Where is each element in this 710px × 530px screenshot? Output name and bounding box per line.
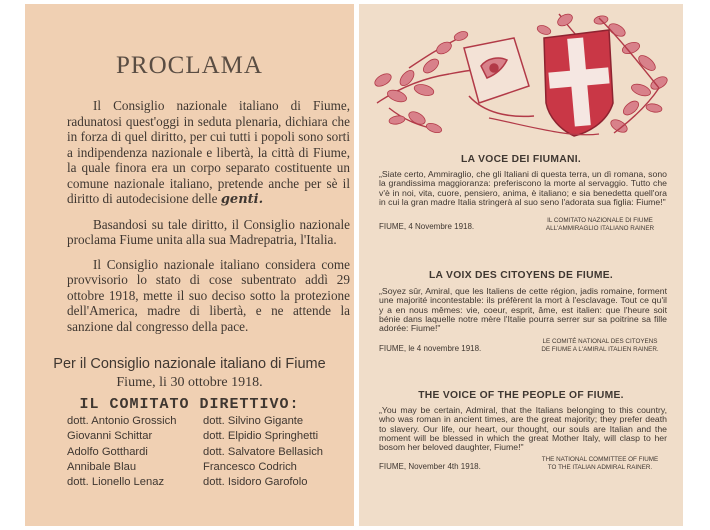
proclama-body [67,98,350,334]
section-title-italian: LA VOCE DEI FIUMANI. [460,154,582,165]
voice-of-fiume-card [359,4,683,526]
section-signature-italian: IL COMITATO NAZIONALE DI FIUME ALL'AMMIRAGLIO ITALIANO RAINER [545,217,655,232]
committee-name: dott. Salvatore Bellasich [203,445,324,458]
section-title-english: THE VOICE OF THE PEOPLE OF FIUME. [418,390,624,401]
committee-name: dott. Lionello Lenaz [67,476,165,489]
section-date-english: FIUME, November 4th 1918. [379,462,481,471]
proclama-paragraph-3: Il Consiglio nazionale italiano considera come provvisorio lo stato di cose subentrato addì 29 ottobre 1918, mette il suo deciso sotto la protezione dell'America, madre di libertà, e ne attende la sanzione dal congresso della pace. [67,256,350,334]
section-signature-english: THE NATIONAL COMMITTEE OF FIUME TO THE ITALIAN ADMIRAL RAINER. [541,456,659,471]
proclama-paragraph-1: Il Consiglio nazionale italiano di Fiume, radunatosi quest'oggi in seduta plenaria, dichiara che in forza di quel diritto, per cui tutti i popoli sono sorti a indipendenza nazionale e libertà, la città di Fiume, la quale finora era un corpo separato costituente un comune nazionale italiano, pretende anche per sè il diritto di autodecisione delle genti. [67,98,350,207]
committee-title: IL COMITATO DIRETTIVO: [79,396,300,413]
committee-name: Annibale Blau [67,460,137,473]
handwritten-correction: genti. [220,192,264,207]
section-date-italian: FIUME, 4 Novembre 1918. [379,222,475,231]
section-title-french: LA VOIX DES CITOYENS DE FIUME. [428,270,614,281]
section-date-french: FIUME, le 4 novembre 1918. [379,344,482,353]
committee-name: Giovanni Schittar [67,430,153,443]
committee-name: dott. Elpidio Springhetti [203,430,319,443]
council-signature-line: Per il Consiglio nazionale italiano di Fiume [53,356,326,372]
committee-name: dott. Isidoro Garofolo [203,476,308,489]
proclama-card [25,4,354,526]
committee-names-col2 [203,414,323,490]
committee-name: Francesco Codrich [203,460,297,473]
proclama-paragraph-2: Basandosi su tale diritto, il Consiglio nazionale proclama Fiume unita alla sua Madrepatria, l'Italia. [67,216,350,247]
savoy-shield-icon [544,30,613,136]
committee-name: dott. Antonio Grossich [67,415,177,427]
eagle-icon [464,38,534,116]
laurel-flag-emblem [369,8,673,143]
proclama-title: PROCLAMA [116,52,263,79]
committee-names-col1 [67,414,176,490]
proclama-date: Fiume, li 30 ottobre 1918. [116,375,263,390]
committee-name: Adolfo Gotthardi [67,445,148,458]
section-text-english: „You may be certain, Admiral, that the Italians belonging to this country, who was roman in ancient times, are the great majority; they prefer death to slavery. Our life, our heart, our thought, our souls are Italian and the moment will be blessed in which the great Mother Italy, will clasp to her bosom her beloved daughter, Fiume!" [379,405,667,453]
section-signature-french: LE COMITÉ NATIONAL DES CITOYENS DE FIUME A L'AMIRAL ITALIEN RAINER. [541,338,659,353]
section-text-italian: „Siate certo, Ammiraglio, che gli Italiani di questa terra, un dì romana, sono la grandissima maggioranza: preferiscono la morte al servaggio. Tutto che v'è in noi, vita, cuore, pensiero, anima, è italiano; e sia benedetta quell'ora in cui la gran madre Italia stringerà al suo seno l'adorata sua figlia: Fiume!" [379,169,667,207]
section-text-french: „Soyez sûr, Amiral, que les Italiens de cette région, jadis romaine, forment une majorité incontestable: ils préfèrent la mort à l'esclavage. Tout ce qu'il y a en nous mêmes: vie, coeur, esprit, âme, est italien: que l'heure soit bénie dans laquelle notre mère l'Italie pourra serrer sur sa poitrine sa fille adorée: Fiume!" [379,286,667,334]
committee-name: dott. Silvino Gigante [203,415,304,427]
